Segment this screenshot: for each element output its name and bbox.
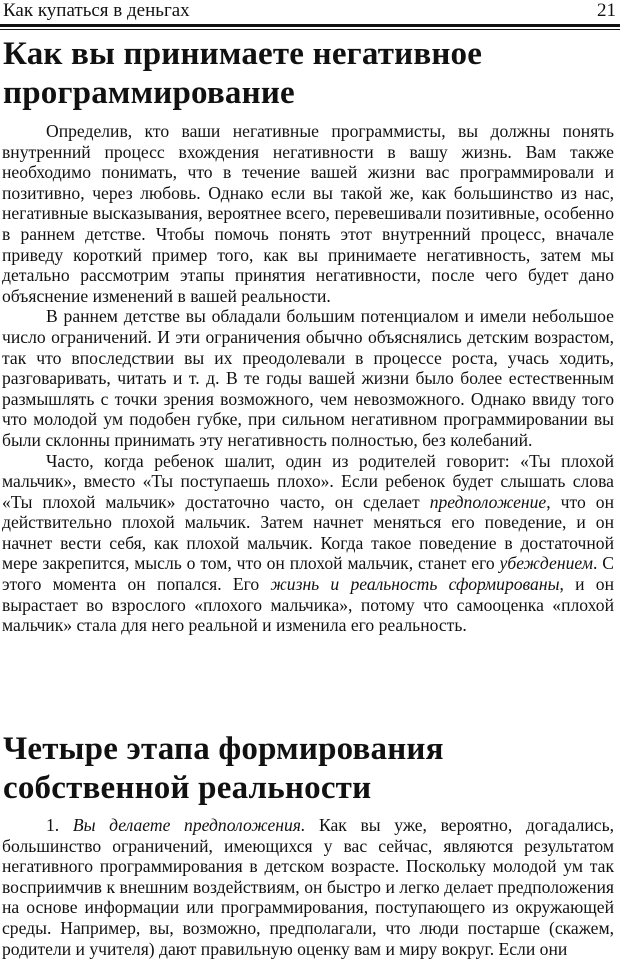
italic-run: жизнь и реальность сформированы [270,574,560,595]
paragraph [2,815,614,959]
text-run: Определив, кто ваши негативные программисты, вы должны понять внутренний процесс вхождения негативности в вашу жизнь. Вам также необходимо понимать, что в течение вашей жизни вас программировали и позитивно, через любовь. Однако если вы такой же, как большинство из нас, негативные высказывания, вероятнее всего, перевешивали позитивные, особенно в раннем детстве. Чтобы помочь понять этот внутренний процесс, вначале приведу короткий пример того, как вы принимаете негативность, затем мы детально рассмотрим этапы принятия негативности, после чего будет дано объяснение изменений в вашей реальности. [2,121,614,306]
text-run: В раннем детстве вы обладали большим потенциалом и имели небольшое число ограничений. И эти ограничения обычно объяснялись детским возрастом, так что впоследствии вы их преодолевали в процессе роста, учась ходить, разговаривать, читать и т. д. В те годы вашей жизни было более естественным размышлять с точки зрения возможного, чем невозможного. Однако ввиду того что молодой ум подобен губке, при сильном негативном программировании вы были склонны принимать эту негативность полностью, без колебаний. [2,306,614,450]
paragraph [2,306,614,450]
text-run: , что он действительно плохой мальчик. Затем начнет меняться его поведение, и он начнет вести себя, как плохой мальчик. Когда такое поведение в достаточной мере закрепится, мысль о том, что он плохой мальчик, станет его [2,491,614,574]
running-title: Как купаться в деньгах [3,0,190,21]
italic-run: предположение [429,491,547,512]
header-rule-thick [0,24,620,27]
header-rule-thin [0,29,620,30]
italic-run: Вы делаете предположения. [72,815,306,835]
text-run: , и он вырастает во взрослого «плохого мальчика», потому что самооценка «плохой мальчик» стала для него реальной и изменила его реальность. [2,574,614,636]
section-body-negative-programming [2,121,614,636]
text-run: . С этого момента он попался. Его [2,553,614,595]
running-header [3,0,616,24]
section-heading-negative-programming: Как вы принимаете негативное программирование [3,36,483,111]
text-run: Как вы уже, вероятно, догадались, большинство ограничений, имеющихся у вас сейчас, являются результатом негативного программирования в детском возрасте. Поскольку молодой ум так восприимчив к внешним воздействиям, он быстро и легко делает предположения на основе информации или программирования, поступающего из окружающей среды. Например, вы, возможно, предполагали, что люди постарше (скажем, родители и учителя) дают правильную оценку вам и миру вокруг. Если они [2,815,615,959]
page-number: 21 [597,0,616,21]
paragraph [2,121,614,306]
section-heading-four-stages: Четыре этапа формирования собственной реальности [3,731,444,806]
section-body-four-stages [2,815,614,959]
paragraph [2,451,614,636]
text-run: Часто, когда ребенок шалит, один из родителей говорит: «Ты плохой мальчик», вместо «Ты поступаешь плохо». Если ребенок будет слышать слова «Ты плохой мальчик» достаточно часто, он сделает [2,450,614,512]
text-run: 1. [46,815,73,835]
italic-run: убеждением [499,553,593,574]
